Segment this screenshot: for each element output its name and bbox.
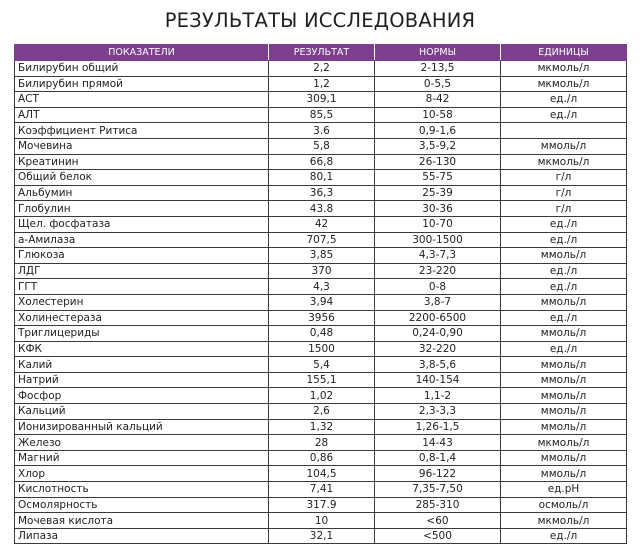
cell-indicator: Триглицериды [15,326,269,342]
cell-norm: 10-70 [375,216,501,232]
cell-result: 104,5 [269,466,375,482]
cell-norm: 2200-6500 [375,310,501,326]
cell-result: 155,1 [269,372,375,388]
cell-result: 1,32 [269,419,375,435]
cell-indicator: ГГТ [15,279,269,295]
cell-unit: ммоль/л [501,248,627,264]
table-row [15,513,627,529]
cell-norm: 7,35-7,50 [375,482,501,498]
cell-norm: 1,1-2 [375,388,501,404]
cell-result: 5,4 [269,357,375,373]
cell-indicator: Калий [15,357,269,373]
cell-norm: 30-36 [375,201,501,217]
cell-result: 85,5 [269,107,375,123]
cell-norm: 2-13,5 [375,61,501,77]
cell-unit: ммоль/л [501,357,627,373]
table-row [15,107,627,123]
cell-norm: 3,8-7 [375,294,501,310]
cell-indicator: Липаза [15,528,269,544]
table-row [15,435,627,451]
cell-unit: ммоль/л [501,404,627,420]
cell-indicator: Холинестераза [15,310,269,326]
cell-norm: 96-122 [375,466,501,482]
cell-norm: 10-58 [375,107,501,123]
cell-unit: г/л [501,170,627,186]
cell-unit: ед./л [501,279,627,295]
cell-unit: ммоль/л [501,372,627,388]
cell-norm: 300-1500 [375,232,501,248]
cell-unit: мкмоль/л [501,435,627,451]
cell-result: 3.6 [269,123,375,139]
cell-indicator: Осмолярность [15,497,269,513]
table-body [15,61,627,544]
cell-unit: мкмоль/л [501,513,627,529]
cell-result: 0,48 [269,326,375,342]
cell-unit: мкмоль/л [501,61,627,77]
cell-result: 10 [269,513,375,529]
cell-unit: ммоль/л [501,326,627,342]
table-header-row [15,45,627,61]
table-row [15,61,627,77]
page-title: РЕЗУЛЬТАТЫ ИССЛЕДОВАНИЯ [164,9,476,32]
cell-result: 32,1 [269,528,375,544]
cell-unit: ед./л [501,216,627,232]
cell-unit: ммоль/л [501,466,627,482]
cell-norm: 23-220 [375,263,501,279]
table-row [15,76,627,92]
cell-indicator: Холестерин [15,294,269,310]
table-row [15,404,627,420]
cell-result: 317.9 [269,497,375,513]
cell-indicator: Альбумин [15,185,269,201]
table-row [15,357,627,373]
cell-unit: ммоль/л [501,388,627,404]
cell-unit: ед./л [501,107,627,123]
cell-unit: ед./л [501,310,627,326]
cell-result: 4,3 [269,279,375,295]
cell-result: 3,85 [269,248,375,264]
cell-unit: ед./л [501,341,627,357]
table-row [15,294,627,310]
cell-indicator: АЛТ [15,107,269,123]
table-row [15,185,627,201]
column-header-units: ЕДИНИЦЫ [501,45,627,61]
cell-unit [501,123,627,139]
cell-norm: 14-43 [375,435,501,451]
cell-result: 66,8 [269,154,375,170]
cell-norm: 4,3-7,3 [375,248,501,264]
table-row [15,232,627,248]
cell-indicator: Магний [15,450,269,466]
cell-unit: мкмоль/л [501,154,627,170]
cell-indicator: Ионизированный кальций [15,419,269,435]
cell-indicator: АСТ [15,92,269,108]
cell-result: 0,86 [269,450,375,466]
cell-unit: г/л [501,201,627,217]
table-row [15,388,627,404]
table-row [15,482,627,498]
table-row [15,123,627,139]
cell-indicator: КФК [15,341,269,357]
cell-unit: ед./л [501,528,627,544]
table-row [15,528,627,544]
cell-norm: 55-75 [375,170,501,186]
cell-unit: ед.pH [501,482,627,498]
cell-norm: 0,9-1,6 [375,123,501,139]
cell-indicator: Фосфор [15,388,269,404]
column-header-result: РЕЗУЛЬТАТ [269,45,375,61]
cell-norm: 0,24-0,90 [375,326,501,342]
cell-indicator: Хлор [15,466,269,482]
table-row [15,466,627,482]
table-row [15,326,627,342]
cell-indicator: Мочевая кислота [15,513,269,529]
table-row [15,92,627,108]
cell-result: 80,1 [269,170,375,186]
cell-indicator: Кальций [15,404,269,420]
cell-indicator: а-Амилаза [15,232,269,248]
cell-unit: ед./л [501,232,627,248]
cell-result: 370 [269,263,375,279]
cell-result: 2,2 [269,61,375,77]
table-row [15,450,627,466]
cell-unit: ед./л [501,263,627,279]
table-row [15,248,627,264]
cell-norm: 3,5-9,2 [375,138,501,154]
cell-result: 1,02 [269,388,375,404]
table-row [15,310,627,326]
cell-result: 36,3 [269,185,375,201]
cell-indicator: Глобулин [15,201,269,217]
column-header-norms: НОРМЫ [375,45,501,61]
cell-result: 1500 [269,341,375,357]
cell-norm: 0-8 [375,279,501,295]
cell-indicator: Общий белок [15,170,269,186]
cell-result: 3956 [269,310,375,326]
cell-unit: ед./л [501,92,627,108]
cell-result: 43.8 [269,201,375,217]
column-header-indicators: ПОКАЗАТЕЛИ [15,45,269,61]
cell-norm: <500 [375,528,501,544]
table-row [15,201,627,217]
cell-norm: 0,8-1,4 [375,450,501,466]
cell-norm: <60 [375,513,501,529]
cell-result: 2,6 [269,404,375,420]
table-row [15,341,627,357]
cell-unit: ммоль/л [501,450,627,466]
table-row [15,138,627,154]
table-row [15,170,627,186]
cell-indicator: Кислотность [15,482,269,498]
cell-unit: ммоль/л [501,419,627,435]
cell-result: 7,41 [269,482,375,498]
cell-unit: ммоль/л [501,294,627,310]
cell-indicator: Креатинин [15,154,269,170]
table-row [15,372,627,388]
cell-result: 309,1 [269,92,375,108]
table-row [15,263,627,279]
cell-result: 3,94 [269,294,375,310]
cell-norm: 3,8-5,6 [375,357,501,373]
cell-indicator: ЛДГ [15,263,269,279]
cell-indicator: Железо [15,435,269,451]
cell-result: 42 [269,216,375,232]
cell-norm: 2,3-3,3 [375,404,501,420]
cell-result: 28 [269,435,375,451]
cell-norm: 285-310 [375,497,501,513]
table-row [15,216,627,232]
cell-indicator: Билирубин общий [15,61,269,77]
cell-result: 5,8 [269,138,375,154]
cell-unit: г/л [501,185,627,201]
table-row [15,419,627,435]
cell-norm: 140-154 [375,372,501,388]
table-row [15,154,627,170]
cell-indicator: Натрий [15,372,269,388]
cell-norm: 25-39 [375,185,501,201]
cell-unit: ммоль/л [501,138,627,154]
cell-norm: 26-130 [375,154,501,170]
cell-norm: 0-5,5 [375,76,501,92]
table-row [15,279,627,295]
cell-unit: осмоль/л [501,497,627,513]
cell-indicator: Мочевина [15,138,269,154]
cell-unit: мкмоль/л [501,76,627,92]
cell-norm: 32-220 [375,341,501,357]
cell-indicator: Билирубин прямой [15,76,269,92]
table-row [15,497,627,513]
cell-norm: 8-42 [375,92,501,108]
cell-result: 707,5 [269,232,375,248]
cell-result: 1,2 [269,76,375,92]
cell-norm: 1,26-1,5 [375,419,501,435]
results-table [14,44,627,544]
cell-indicator: Глюкоза [15,248,269,264]
cell-indicator: Щел. фосфатаза [15,216,269,232]
cell-indicator: Коэффициент Ритиса [15,123,269,139]
